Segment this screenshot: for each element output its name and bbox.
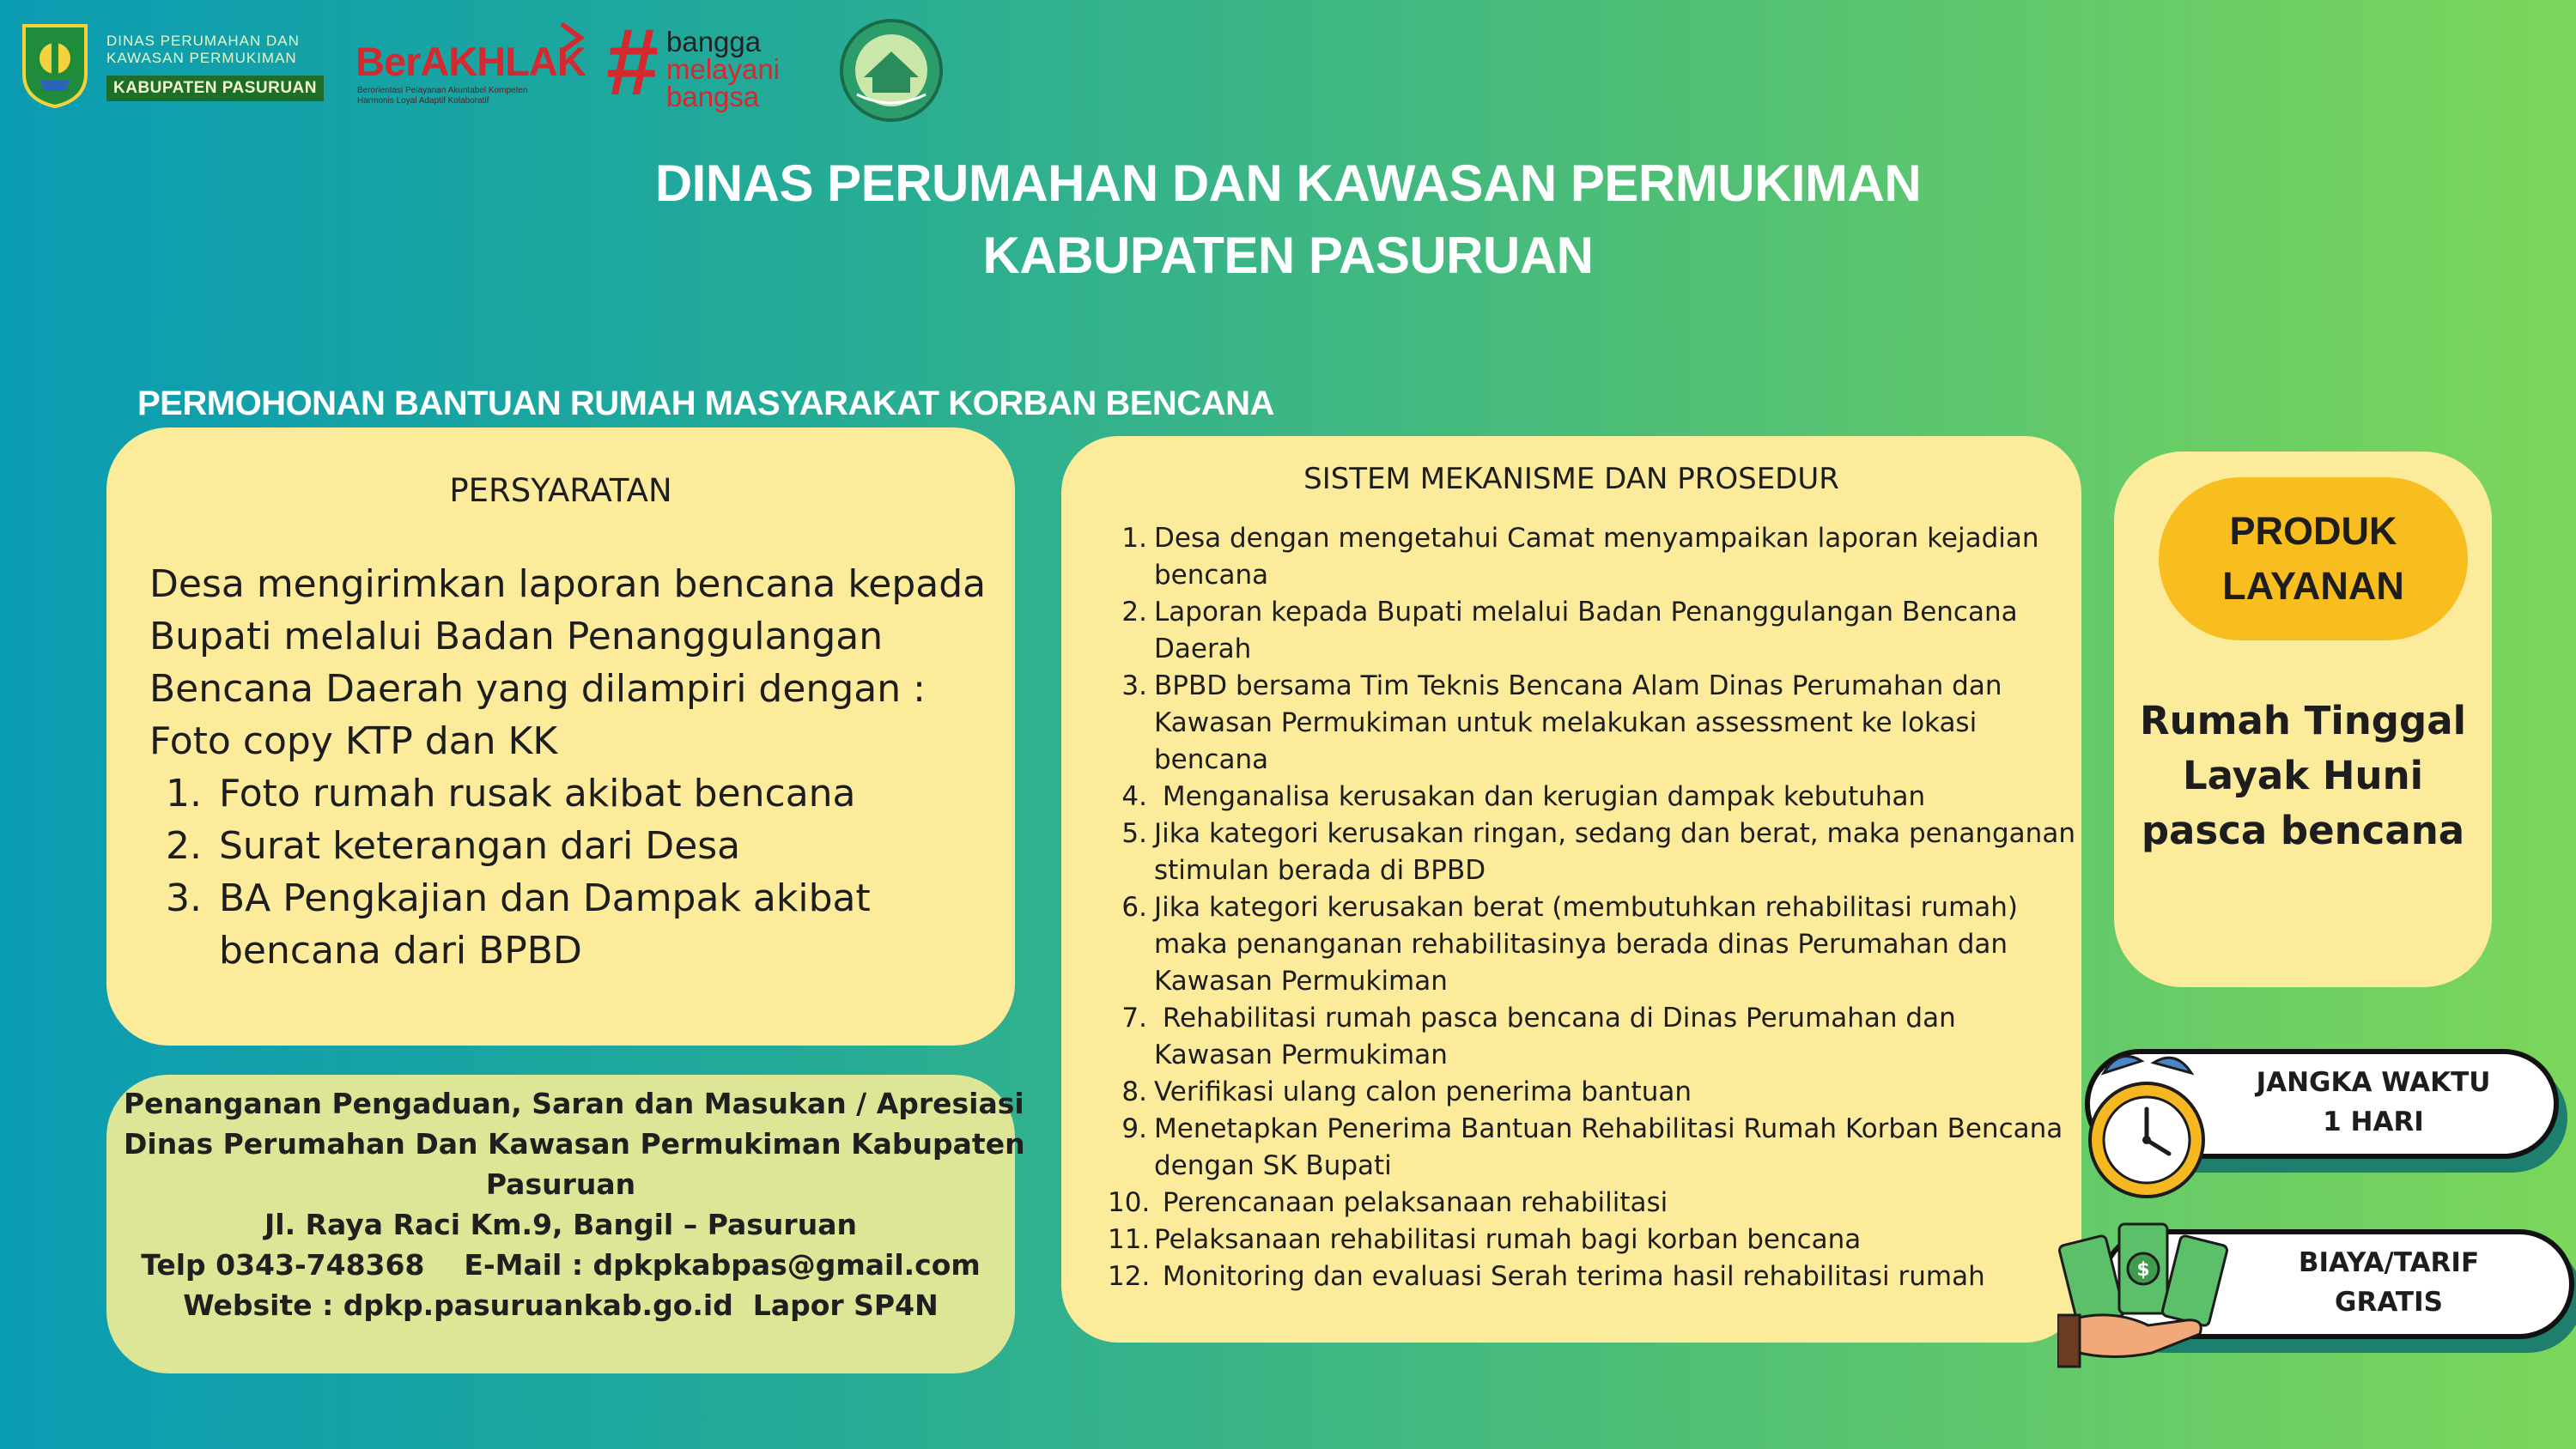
requirements-intro-1: Desa mengirimkan laporan bencana kepada — [149, 562, 987, 606]
berakhlak-sub-line1: Berorientasi Pelayanan Akuntabel Kompeten — [357, 86, 528, 95]
fee-label-line1: BIAYA/TARIF — [2298, 1247, 2480, 1278]
procedure-step-number: 10. — [1108, 1187, 1151, 1218]
product-desc-line2: Layak Huni — [2182, 753, 2424, 798]
time-label-line2: 1 HARI — [2323, 1106, 2424, 1137]
procedure-step-text: Menganalisa kerusakan dan kerugian dampak kebutuhan — [1154, 781, 1926, 812]
svg-text:$: $ — [2136, 1259, 2150, 1281]
bangga-word-1: bangga — [666, 26, 762, 58]
requirements-intro-3: Bencana Daerah yang dilampiri dengan : — [149, 667, 926, 711]
procedure-step-text: Kawasan Permukiman untuk melakukan assessment ke lokasi — [1154, 707, 1978, 738]
procedure-step-text: Daerah — [1154, 634, 1252, 664]
procedure-list — [1108, 520, 2075, 1295]
fee-label — [2226, 1243, 2552, 1322]
procedure-step — [1111, 1000, 2047, 1074]
procedure-step-text: Monitoring dan evaluasi Serah terima hasil rehabilitasi rumah — [1154, 1261, 1985, 1292]
time-label — [2210, 1063, 2537, 1142]
dinas-logo-line1: DINAS PERUMAHAN DAN — [106, 33, 300, 49]
money-hand-icon — [2057, 1214, 2229, 1368]
requirements-intro-2: Bupati melalui Badan Penanggulangan — [149, 615, 884, 658]
procedure-step-text: Perencanaan pelaksanaan rehabilitasi — [1154, 1187, 1668, 1218]
dinas-logo-text — [106, 33, 333, 101]
requirements-list — [149, 767, 991, 977]
bangga-word-3: bangsa — [666, 81, 760, 112]
procedure-step-number: 12. — [1108, 1261, 1151, 1292]
dinas-logo-line2: KAWASAN PERMUKIMAN — [106, 50, 297, 66]
procedure-step-number: 2. — [1121, 597, 1147, 627]
procedure-step-text: BPBD bersama Tim Teknis Bencana Alam Dinas Perumahan dan — [1154, 670, 2002, 701]
regency-emblem-logo — [19, 21, 91, 110]
product-desc-line3: pasca bencana — [2141, 808, 2465, 853]
procedure-step — [1108, 1222, 2047, 1258]
procedure-step — [1111, 779, 2047, 815]
contact-address: Jl. Raya Raci Km.9, Bangil – Pasuruan — [264, 1208, 857, 1241]
requirements-item: 3. BA Pengkajian dan Dampak akibat bencana dari BPBD — [214, 872, 991, 977]
requirements-item: 2. Surat keterangan dari Desa — [214, 820, 991, 872]
page-title-line1: DINAS PERUMAHAN DAN KAWASAN PERMUKIMAN — [654, 155, 1922, 212]
procedure-step-text: Laporan kepada Bupati melalui Badan Penanggulangan Bencana — [1154, 597, 2018, 627]
procedure-step-number: 1. — [1121, 523, 1147, 554]
procedure-step-text: bencana — [1154, 560, 1269, 591]
procedure-panel — [1061, 436, 2081, 1343]
bangga-word-2: melayani — [666, 53, 781, 85]
procedure-step — [1111, 889, 2047, 1000]
procedure-step-number: 11. — [1108, 1224, 1151, 1255]
bangga-melayani-logo — [606, 9, 804, 115]
procedure-step-number: 6. — [1121, 892, 1147, 923]
procedure-step-number: 7. — [1121, 1003, 1147, 1034]
page-title — [0, 148, 2576, 292]
berakhlak-sub-line2: Harmonis Loyal Adaptif Kolaboratif — [357, 96, 489, 106]
procedure-step — [1111, 815, 2075, 889]
procedure-step-text: Kawasan Permukiman — [1154, 1040, 1448, 1070]
requirements-panel — [106, 427, 1015, 1046]
procedure-step-text: Jika kategori kerusakan ringan, sedang dan berat, maka penanganan — [1154, 818, 2075, 849]
contact-line: Dinas Perumahan Dan Kawasan Permukiman Kabupaten — [124, 1127, 1025, 1161]
dinas-seal-logo — [838, 17, 945, 124]
fee-label-line2: GRATIS — [2335, 1287, 2443, 1318]
procedure-step — [1111, 668, 2047, 779]
berakhlak-logo — [355, 21, 587, 106]
procedure-step-number: 9. — [1121, 1113, 1147, 1144]
contact-line: Penanganan Pengaduan, Saran dan Masukan / Apresiasi — [124, 1087, 1024, 1120]
procedure-step-text: Kawasan Permukiman — [1154, 966, 1448, 997]
page-title-line2: KABUPATEN PASURUAN — [982, 227, 1594, 284]
procedure-step-number: 3. — [1121, 670, 1147, 701]
page-subtitle: PERMOHONAN BANTUAN RUMAH MASYARAKAT KORBAN BENCANA — [137, 385, 1274, 422]
product-pill-line2: LAYANAN — [2222, 564, 2404, 608]
procedure-step-number: 5. — [1121, 818, 1147, 849]
procedure-step — [1111, 1111, 2063, 1185]
procedure-step-number: 4. — [1121, 781, 1147, 812]
procedure-step-text: bencana — [1154, 744, 1269, 775]
requirements-heading: PERSYARATAN — [449, 472, 672, 509]
procedure-step-text: maka penanganan rehabilitasinya berada dinas Perumahan dan — [1154, 929, 2008, 960]
contact-text — [124, 1083, 1025, 1325]
procedure-step-text: dengan SK Bupati — [1154, 1150, 1392, 1181]
berakhlak-word: BerAKHLAK — [355, 39, 586, 84]
contact-line: Pasuruan — [485, 1167, 636, 1201]
procedure-heading: SISTEM MEKANISME DAN PROSEDUR — [1303, 462, 1839, 496]
product-panel — [2114, 452, 2492, 987]
product-desc-line1: Rumah Tinggal — [2139, 698, 2467, 743]
procedure-step-number: 8. — [1121, 1076, 1147, 1107]
procedure-step — [1111, 520, 2047, 594]
procedure-step — [1111, 1074, 2047, 1111]
procedure-step-text: stimulan berada di BPBD — [1154, 855, 1486, 886]
procedure-step-text: Menetapkan Penerima Bantuan Rehabilitasi Rumah Korban Bencana — [1154, 1113, 2063, 1144]
product-pill-line1: PRODUK — [2229, 509, 2397, 553]
requirements-intro-4: Foto copy KTP dan KK — [149, 719, 558, 763]
product-description — [2114, 694, 2492, 858]
contact-phone-email: Telp 0343-748368 E-Mail : dpkpkabpas@gmail.com — [141, 1248, 981, 1282]
berakhlak-sub — [357, 86, 527, 106]
procedure-step-text: Rehabilitasi rumah pasca bencana di Dinas Perumahan dan — [1154, 1003, 1956, 1034]
contact-panel — [106, 1075, 1025, 1373]
procedure-step-text: Pelaksanaan rehabilitasi rumah bagi korban bencana — [1154, 1224, 1862, 1255]
requirements-item: 1. Foto rumah rusak akibat bencana — [214, 767, 991, 820]
contact-website: Website : dpkp.pasuruankab.go.id Lapor SP4N — [183, 1288, 939, 1322]
procedure-step — [1108, 1185, 2047, 1222]
time-label-line1: JANGKA WAKTU — [2256, 1067, 2491, 1098]
procedure-step-text: Desa dengan mengetahui Camat menyampaikan laporan kejadian — [1154, 523, 2039, 554]
product-pill — [2159, 477, 2468, 640]
alarm-clock-icon — [2080, 1042, 2208, 1205]
procedure-step-text: Jika kategori kerusakan berat (membutuhkan rehabilitasi rumah) — [1154, 892, 2019, 923]
hashtag-icon: # — [606, 9, 659, 115]
requirements-body — [149, 558, 991, 977]
procedure-step — [1111, 594, 2047, 668]
dinas-logo-bar: KABUPATEN PASURUAN — [106, 76, 324, 101]
procedure-step — [1108, 1258, 2047, 1295]
procedure-step-text: Verifikasi ulang calon penerima bantuan — [1154, 1076, 1692, 1107]
